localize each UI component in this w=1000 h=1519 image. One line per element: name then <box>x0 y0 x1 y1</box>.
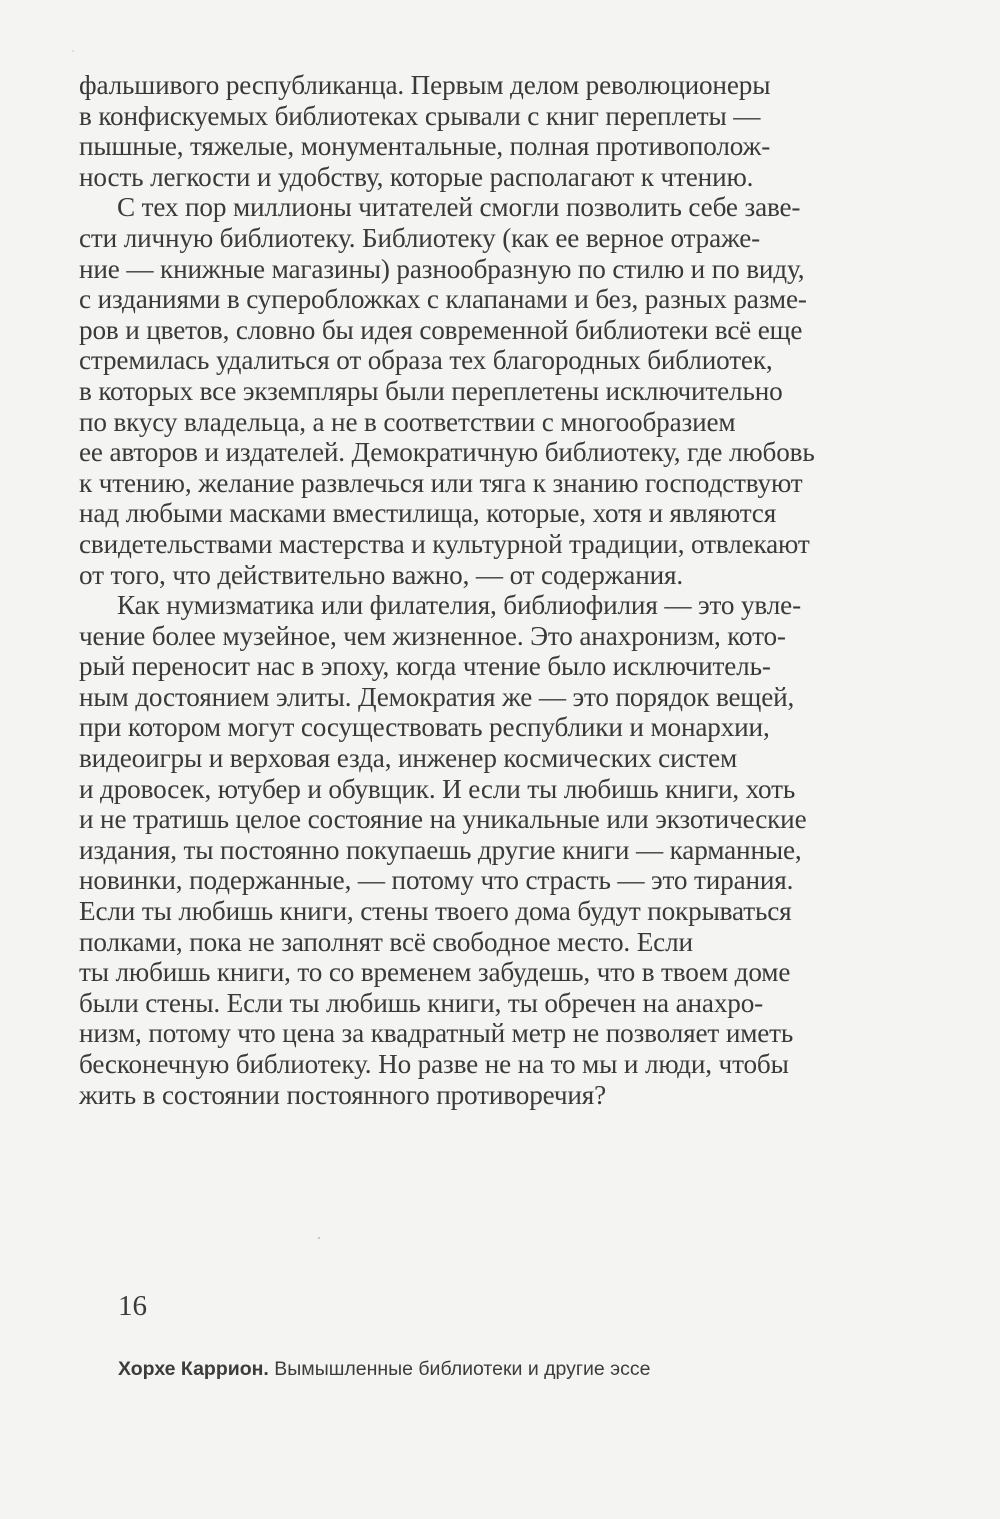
text-line: бесконечную библиотеку. Но разве не на то мы и люди, чтобы <box>79 1049 789 1079</box>
text-line: ее авторов и издателей. Демократичную библиотеку, где любовь <box>79 437 815 468</box>
text-line: издания, ты постоянно покупаешь другие книги — карманные, <box>79 834 802 865</box>
text-line: ние — книжные магазины) разнообразную по стилю и по виду, <box>79 253 805 284</box>
text-line: при котором могут сосуществовать республики и монархии, <box>79 712 770 743</box>
text-line: ров и цветов, словно бы идея современной библиотеки всё еще <box>79 314 803 345</box>
text-line: и дровосек, ютубер и обувщик. И если ты любишь книги, хоть <box>79 773 796 804</box>
text-line: низм, потому что цена за квадратный метр не позволяет иметь <box>79 1018 794 1049</box>
text-line: рый переносит нас в эпоху, когда чтение было исключитель- <box>79 651 771 682</box>
text-line: видеоигры и верховая езда, инженер космических систем <box>79 743 738 774</box>
text-line: С тех пор миллионы читателей смогли позволить себе заве- <box>117 192 801 223</box>
print-speck <box>318 1237 320 1239</box>
text-line: в которых все экземпляры были переплетены исключительно <box>79 375 783 406</box>
text-line: полками, пока не заполнят всё свободное место. Если <box>79 926 693 957</box>
text-line: и не тратишь целое состояние на уникальные или экзотические <box>79 804 807 835</box>
text-line: ты любишь книги, то со временем забудешь, что в твоем доме <box>79 957 791 988</box>
text-line: по вкусу владельца, а не в соответствии с многообразием <box>79 406 736 437</box>
print-speck <box>72 50 74 52</box>
text-line: фальшивого республиканца. Первым делом революционеры <box>79 70 771 100</box>
body-text <box>79 70 869 1110</box>
text-line: в конфискуемых библиотеках срывали с книг переплеты — <box>79 100 761 131</box>
text-line: с изданиями в суперобложках с клапанами и без, разных разме- <box>79 284 807 315</box>
text-line: от того, что действительно важно, — от содержания. <box>79 559 684 590</box>
running-footer <box>118 1357 650 1381</box>
text-line: чение более музейное, чем жизненное. Это анахронизм, кото- <box>79 620 786 651</box>
text-line: стремилась удалиться от образа тех благородных библиотек, <box>79 345 773 376</box>
footer-book-title: Вымышленные библиотеки и другие эссе <box>274 1358 651 1380</box>
text-line: жить в состоянии постоянного противоречия? <box>79 1079 607 1110</box>
text-line: свидетельствами мастерства и культурной традиции, отвлекают <box>79 528 810 559</box>
text-line: пышные, тяжелые, монументальные, полная противополож- <box>79 131 771 162</box>
text-line: Как нумизматика или филателия, библиофилия — это увле- <box>117 590 801 621</box>
footer-author: Хорхе Каррион. <box>118 1358 269 1380</box>
text-line: новинки, подержанные, — потому что страсть — это тирания. <box>79 865 794 896</box>
text-line: к чтению, желание развлечься или тяга к знанию господствуют <box>79 467 803 498</box>
page-number: 16 <box>118 1290 147 1322</box>
text-line: над любыми масками вместилища, которые, хотя и являются <box>79 498 777 529</box>
text-line: сти личную библиотеку. Библиотеку (как ее верное отраже- <box>79 222 761 253</box>
text-line: были стены. Если ты любишь книги, ты обречен на анахро- <box>79 987 764 1018</box>
text-line: ность легкости и удобству, которые располагают к чтению. <box>79 161 754 192</box>
text-line: Если ты любишь книги, стены твоего дома будут покрываться <box>79 896 792 927</box>
text-line: ным достоянием элиты. Демократия же — это порядок вещей, <box>79 681 795 712</box>
